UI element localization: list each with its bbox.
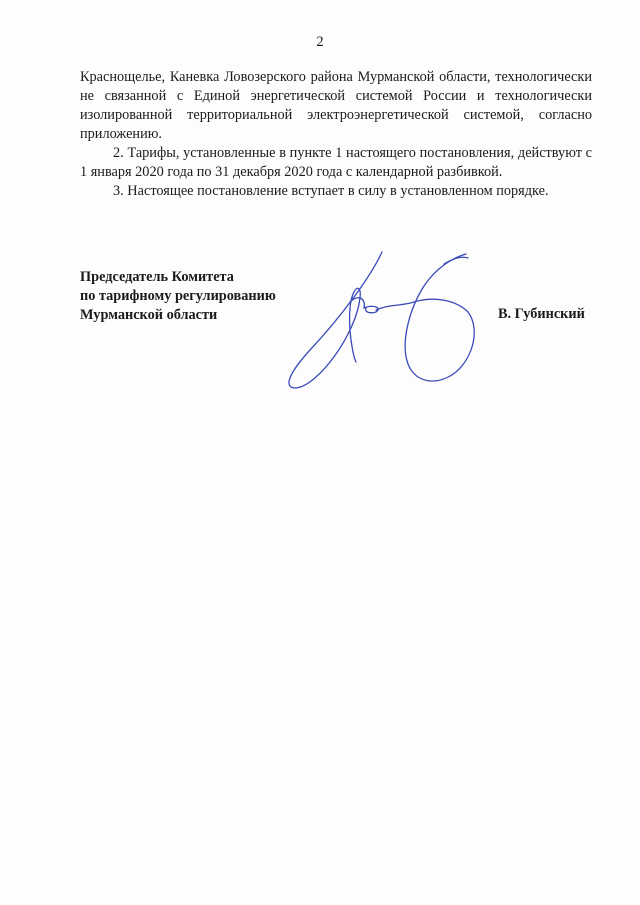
signature-stroke — [289, 252, 382, 388]
document-body — [80, 68, 592, 201]
signer-name: В. Губинский — [498, 306, 585, 322]
paragraph-tariff-period: 2. Тарифы, установленные в пункте 1 настоящего постановления, действуют с 1 января 2020 года по 31 декабря 2020 года с календарной разбивкой. — [80, 145, 592, 180]
handwritten-signature — [270, 238, 490, 398]
paragraph-entry-into-force: 3. Настоящее постановление вступает в силу в установленном порядке. — [113, 183, 549, 199]
signer-position-line: Мурманской области — [80, 307, 218, 323]
paragraph-continuation: Краснощелье, Каневка Ловозерского района Мурманской области, технологически не связанной с Единой энергетической системой России и технологически изолированной территориальной электроэнергетической системой, согласно приложению. — [80, 69, 592, 142]
signer-position-line: по тарифному регулированию — [80, 288, 276, 304]
signer-position-line: Председатель Комитета — [80, 269, 234, 285]
signature-stroke — [376, 254, 474, 381]
signer-position — [80, 268, 276, 325]
page-number: 2 — [316, 34, 324, 50]
signature-stroke — [350, 298, 378, 313]
